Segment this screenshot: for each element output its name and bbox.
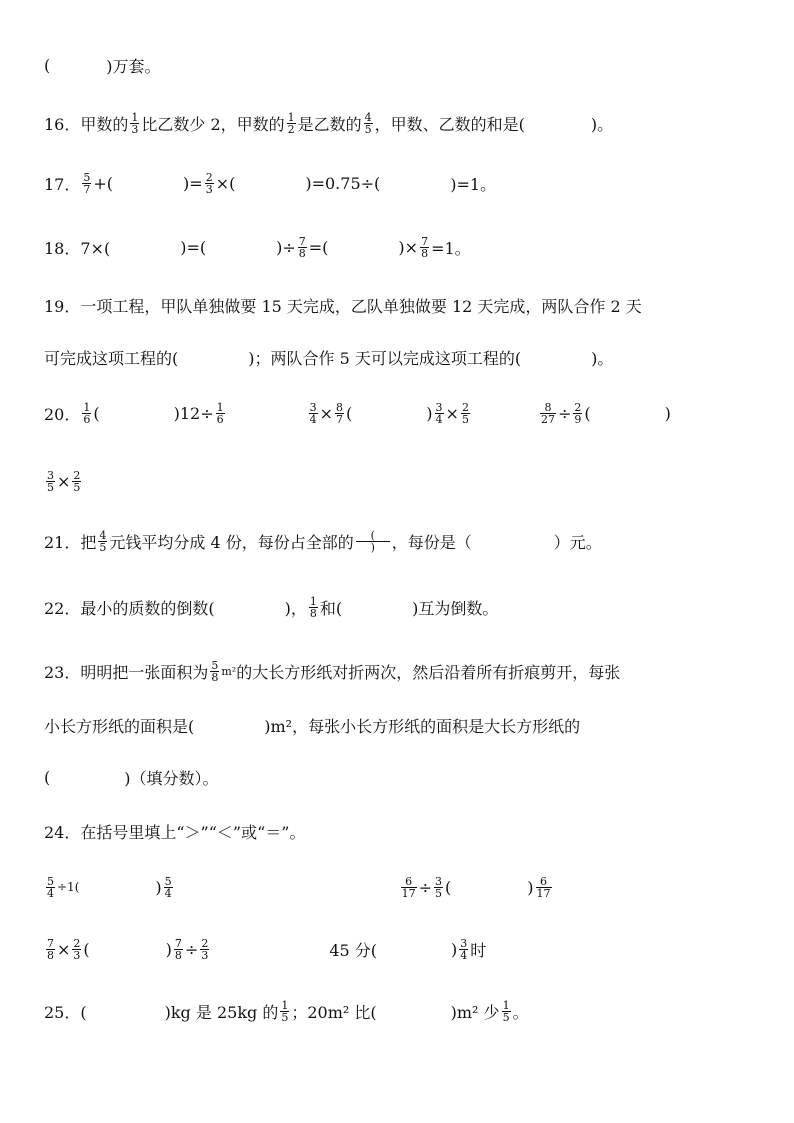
fraction: $\frac{8}{27}$ <box>540 400 555 426</box>
fraction: $\frac{7}{8}$ <box>174 936 182 962</box>
text: 可完成这项工程的( <box>44 348 179 368</box>
text: 是乙数的 <box>297 114 362 134</box>
text: 16．甲数的 <box>44 114 129 134</box>
text: )= <box>183 173 203 193</box>
text: × <box>57 471 71 491</box>
question-22 <box>44 592 764 622</box>
text: )kg 是 25kg 的 <box>164 1002 279 1022</box>
text: 。 <box>512 1002 529 1022</box>
text: ) <box>426 403 433 423</box>
fraction: $\frac{7}{8}$ <box>298 234 306 260</box>
question-20 <box>44 398 764 428</box>
unit: m² <box>221 664 237 678</box>
fraction: $\frac{2}{9}$ <box>574 400 582 426</box>
text: 18．7×( <box>44 238 111 258</box>
text: 23．明明把一张面积为 <box>44 662 209 682</box>
text: )=0.75÷( <box>305 173 381 193</box>
question-17 <box>44 168 764 198</box>
text: ( <box>44 55 51 75</box>
text: ）元。 <box>553 532 602 552</box>
fraction: $\frac{1}{6}$ <box>216 400 224 426</box>
text: × <box>57 939 71 959</box>
fraction: $\frac{2}{5}$ <box>73 468 81 494</box>
question-24-row1 <box>44 872 764 902</box>
text: ÷ <box>184 939 199 959</box>
text: 45 分( <box>329 940 378 960</box>
fraction: $\frac{1}{8}$ <box>309 594 317 620</box>
fraction-blank[interactable]: $\frac{(}{)}$ <box>356 530 390 553</box>
text: +( <box>93 173 114 193</box>
text: 小长方形纸的面积是( <box>44 716 195 736</box>
text: )。 <box>590 114 614 134</box>
question-23 <box>44 656 764 686</box>
text: )m² 少 <box>450 1002 500 1022</box>
fraction: $\frac{7}{8}$ <box>421 234 429 260</box>
question-24-row2 <box>44 934 764 964</box>
fraction: $\frac{5}{7}$ <box>83 170 91 196</box>
fraction: $\frac{6}{17}$ <box>536 874 551 900</box>
text: 时 <box>470 940 487 960</box>
question-23-cont2 <box>44 762 764 792</box>
question-25 <box>44 996 764 1026</box>
text: 17． <box>44 174 81 194</box>
text: 和( <box>319 598 343 618</box>
text: )， <box>284 598 307 618</box>
fraction: $\frac{3}{4}$ <box>460 936 468 962</box>
question-23-cont <box>44 710 764 740</box>
question-18 <box>44 232 764 262</box>
fraction: $\frac{3}{4}$ <box>435 400 443 426</box>
text: ( <box>83 939 90 959</box>
line-0 <box>44 50 764 80</box>
text: 24．在括号里填上“＞”“＜”或“＝”。 <box>44 822 306 842</box>
text: )=1。 <box>450 174 497 194</box>
text: ( <box>584 403 591 423</box>
text: )（填分数）。 <box>124 768 219 788</box>
text: )12÷ <box>173 403 214 423</box>
fraction: $\frac{1}{2}$ <box>287 110 295 136</box>
text: × <box>319 403 334 423</box>
text: )× <box>398 237 419 257</box>
text: =( <box>308 237 329 257</box>
text: )互为倒数。 <box>412 598 499 618</box>
fraction: $\frac{5}{4}$ <box>164 874 172 900</box>
question-21 <box>44 526 764 556</box>
text: )=( <box>180 237 207 257</box>
text: 19．一项工程，甲队单独做要 15 天完成，乙队单独做要 12 天完成，两队合作 2 天 <box>44 296 642 316</box>
text: 20． <box>44 404 81 424</box>
text: 22．最小的质数的倒数( <box>44 598 215 618</box>
fraction: $\frac{3}{5}$ <box>47 468 54 494</box>
text: ÷ <box>557 403 572 423</box>
fraction: $\frac{1}{6}$ <box>83 400 91 426</box>
text: ) <box>155 877 162 897</box>
fraction: $\frac{3}{4}$ <box>309 400 317 426</box>
text: × <box>445 403 459 423</box>
text: ÷1( <box>57 880 80 894</box>
text: ( <box>346 403 353 423</box>
text: ) <box>527 877 534 897</box>
text: )。 <box>591 348 614 368</box>
text: ，甲数、乙数的和是( <box>374 114 525 134</box>
text: )万套。 <box>106 56 161 76</box>
fraction: $\frac{2}{3}$ <box>205 170 213 196</box>
fraction: $\frac{1}{3}$ <box>131 110 139 136</box>
fraction: $\frac{2}{5}$ <box>461 400 469 426</box>
text: )；两队合作 5 天可以完成这项工程的( <box>248 348 522 368</box>
text: )÷ <box>276 237 296 257</box>
fraction: $\frac{8}{7}$ <box>336 400 344 426</box>
fraction: $\frac{1}{5}$ <box>281 998 289 1024</box>
text: ，每份是（ <box>391 532 472 552</box>
question-20-cont <box>44 466 764 496</box>
fraction: $\frac{5}{4}$ <box>47 874 54 900</box>
text: 比乙数少 2，甲数的 <box>141 114 285 134</box>
text: =1。 <box>431 238 471 258</box>
text: ÷ <box>418 877 433 897</box>
text: )m²，每张小长方形纸的面积是大长方形纸的 <box>264 716 581 736</box>
question-24 <box>44 816 764 846</box>
fraction: $\frac{5}{8}$ <box>211 658 219 684</box>
fraction: $\frac{4}{5}$ <box>99 528 107 554</box>
text: 25．( <box>44 1002 87 1022</box>
fraction: $\frac{2}{3}$ <box>201 936 209 962</box>
text: ( <box>44 767 51 787</box>
question-19-cont <box>44 342 764 372</box>
text: 21．把 <box>44 532 97 552</box>
fraction: $\frac{7}{8}$ <box>47 936 54 962</box>
fraction: $\frac{3}{5}$ <box>435 874 443 900</box>
fraction: $\frac{6}{17}$ <box>401 874 416 900</box>
text: ；20m² 比( <box>291 1002 377 1022</box>
fraction: $\frac{2}{3}$ <box>73 936 81 962</box>
text: ( <box>445 877 452 897</box>
fraction: $\frac{4}{5}$ <box>364 110 372 136</box>
question-19 <box>44 290 764 320</box>
text: ( <box>93 403 100 423</box>
fraction: $\frac{1}{5}$ <box>502 998 510 1024</box>
text: ×( <box>215 173 236 193</box>
text: 元钱平均分成 4 份，每份占全部的 <box>109 532 354 552</box>
text: ) <box>664 403 671 423</box>
text: 的大长方形纸对折两次，然后沿着所有折痕剪开，每张 <box>236 662 621 682</box>
text: ) <box>451 939 458 959</box>
text: ) <box>165 939 172 959</box>
question-16 <box>44 108 764 138</box>
